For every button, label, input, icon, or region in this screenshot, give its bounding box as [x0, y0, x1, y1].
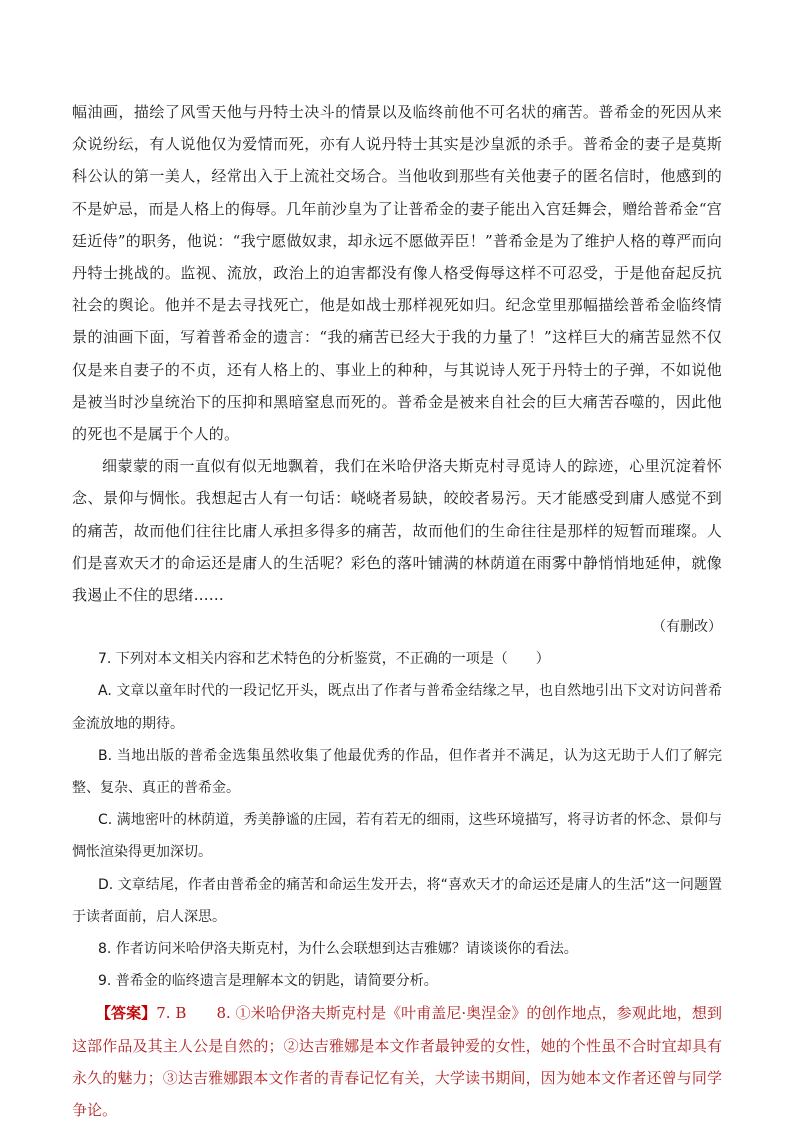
question-7-option-a: A. 文章以童年时代的一段记忆开头，既点出了作者与普希金结缘之早，也自然地引出下文对访问普希金流放地的期待。 — [72, 683, 722, 732]
passage-paragraph-1: 幅油画，描绘了风雪天他与丹特士决斗的情景以及临终前他不可名状的痛苦。普希金的死因从来众说纷纭，有人说他仅为爱情而死，亦有人说丹特士其实是沙皇派的杀手。普希金的妻子是莫斯科公认的第一美人，经常出入于上流社交场合。当他收到那些有关他妻子的匿名信时，他感到的不是妒忌，而是人格上的侮辱。几年前沙皇为了让普希金的妻子能出入宫廷舞会，赠给普希金“宫廷近侍”的职务，他说：“我宁愿做奴隶，却永远不愿做弄臣！”普希金是为了维护人格的尊严而向丹特士挑战的。监视、流放，政治上的迫害都没有像人格受侮辱这样不可忍受，于是他奋起反抗社会的舆论。他并不是去寻找死亡，他是如战士那样视死如归。纪念堂里那幅描绘普希金临终情景的油画下面，写着普希金的遗言：“我的痛苦已经大于我的力量了！”这样巨大的痛苦显然不仅仅是来自妻子的不贞，还有人格上的、事业上的种种，与其说诗人死于丹特士的子弹，不如说他是被当时沙皇统治下的压抑和黑暗窒息而死的。普希金是被来自社会的巨大痛苦吞噬的，因此他的死也不是属于个人的。 — [72, 103, 722, 444]
question-7-option-c: C. 满地密叶的林荫道，秀美静谧的庄园，若有若无的细雨，这些环境描写，将寻访者的怀念、景仰与惆怅渲染得更加深切。 — [72, 812, 722, 861]
answer-block — [72, 997, 722, 1126]
passage-paragraph-2: 细蒙蒙的雨一直似有似无地飘着，我们在米哈伊洛夫斯克村寻觅诗人的踪迹，心里沉淀着怀念、景仰与惆怅。我想起古人有一句话：峣峣者易缺，皎皎者易污。天才能感受到庸人感觉不到的痛苦，故而他们往往比庸人承担多得多的痛苦，故而他们的生命往往是那样的短暂而璀璨。人们是喜欢天才的命运还是庸人的生活呢？彩色的落叶铺满的林荫道在雨雾中静悄悄地延伸，就像我遏止不住的思绪…… — [72, 457, 722, 605]
document-page — [72, 96, 722, 1126]
question-7: 7. 下列对本文相关内容和艺术特色的分析鉴赏，不正确的一项是（ ） — [98, 651, 550, 668]
answer-tag: 【答案】 — [96, 1004, 157, 1023]
question-9: 9. 普希金的临终遗言是理解本文的钥匙，请简要分析。 — [98, 973, 438, 990]
question-7-option-b: B. 当地出版的普希金选集虽然收集了他最优秀的作品，但作者并不满足，认为这无助于人们了解完整、复杂、真正的普希金。 — [72, 747, 722, 797]
question-8: 8. 作者访问米哈伊洛夫斯克村，为什么会联想到达吉雅娜？请谈谈你的看法。 — [98, 941, 578, 958]
source-note: （有删改） — [652, 619, 722, 636]
question-7-option-d: D. 文章结尾，作者由普希金的痛苦和命运生发开去，将“喜欢天才的命运还是庸人的生活”这一问题置于读者面前，启人深思。 — [72, 876, 722, 925]
answer-text: 7. B 8. ①米哈伊洛夫斯克村是《叶甫盖尼·奥涅金》的创作地点，参观此地，想到这部作品及其主人公是自然的；②达吉雅娜是本文作者最钟爱的女性，她的个性虽不合时宜却具有永久的魅力；③达吉雅娜跟本文作者的青春记忆有关，大学读书期间，因为她本文作者还曾与同学争论。 — [72, 1004, 722, 1120]
